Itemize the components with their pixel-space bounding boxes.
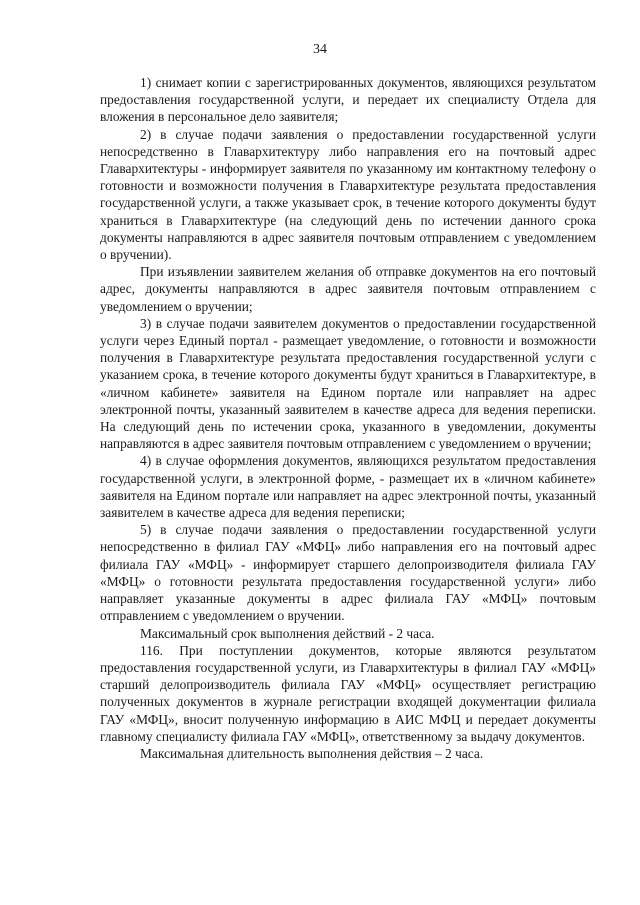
paragraph-max-term: Максимальный срок выполнения действий - 2 часа. — [140, 625, 435, 641]
paragraph-item-3: 3) в случае подачи заявителем документов о предоставлении государственной услуги через Единый портал - размещает уведомление, о готовности и возможности получения в Главархитектуре результата предоставления государственной услуги с указанием срока, в течение которого документы будут храниться в Главархитектуре, в «личном кабинете» заявителя на Едином портале или направляет на адрес электронной почты, указанный заявителем в качестве адреса для ведения переписки. На следующий день по истечении срока, указанного в уведомлении, документы направляются в адрес заявителя почтовым отправлением с уведомлением о вручении; — [100, 315, 596, 452]
paragraph-postal-delivery: При изъявлении заявителем желания об отправке документов на его почтовый адрес, документы направляются в адрес заявителя почтовым отправлением с уведомлением о вручении; — [100, 264, 596, 314]
page-number: 34 — [313, 42, 327, 57]
paragraph-item-116: 116. При поступлении документов, которые являются результатом предоставления государственной услуги, из Главархитектуры в филиал ГАУ «МФЦ» старший делопроизводитель филиала ГАУ «МФЦ» осуществляет регистрацию полученных документов в журнале регистрации входящей документации филиала ГАУ «МФЦ», вносит полученную информацию в АИС МФЦ и передает документы главному специалисту филиала ГАУ «МФЦ», ответственному за выдачу документов. — [100, 642, 596, 744]
paragraph-max-duration: Максимальная длительность выполнения действия – 2 часа. — [140, 745, 484, 761]
paragraph-item-5: 5) в случае подачи заявления о предоставлении государственной услуги непосредственно в филиал ГАУ «МФЦ» либо направления его на почтовый адрес филиала ГАУ «МФЦ» - информирует старшего делопроизводителя филиала ГАУ «МФЦ» о готовности результата предоставления государственной услуги» либо направляет указанные документы в адрес филиала ГАУ «МФЦ» почтовым отправлением с уведомлением о вручении. — [100, 522, 596, 624]
document-body — [100, 74, 596, 762]
paragraph-item-2: 2) в случае подачи заявления о предоставлении государственной услуги непосредственно в Главархитектуру либо направления его на почтовый адрес Главархитектуры - информирует заявителя по указанному им контактному телефону о готовности и возможности получения в Главархитектуре результата предоставления государственной услуги, а также указывает срок, в течение которого документы будут храниться в Главархитектуре (на следующий день по истечении данного срока документы направляются в адрес заявителя почтовым отправлением с уведомлением о вручении). — [100, 126, 596, 263]
paragraph-item-4: 4) в случае оформления документов, являющихся результатом предоставления государственной услуги, в электронной форме, - размещает их в «личном кабинете» заявителя на Едином портале или направляет на адрес электронной почты, указанный заявителем в качестве адреса для ведения переписки; — [100, 453, 596, 521]
paragraph-item-1: 1) снимает копии с зарегистрированных документов, являющихся результатом предоставления государственной услуги, и передает их специалисту Отдела для вложения в персональное дело заявителя; — [100, 75, 596, 125]
